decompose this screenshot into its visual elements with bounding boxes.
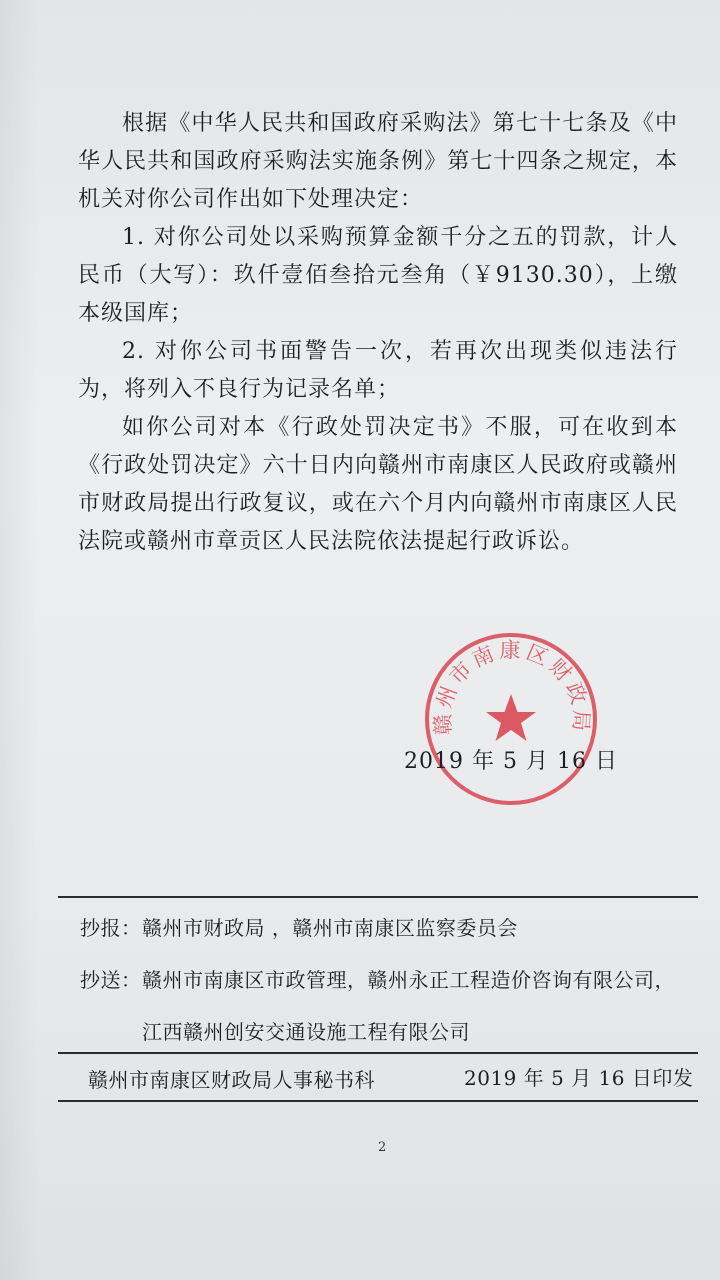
- report-to-row: [80, 912, 518, 941]
- copy-to-row-continued: [142, 1016, 470, 1045]
- copy-label: 抄送：: [80, 968, 142, 992]
- signature-date: 2019 年 5 月 16 日: [404, 749, 618, 774]
- page-number: 2: [378, 1140, 387, 1155]
- report-recipients: 赣州市财政局 ，赣州市南康区监察委员会: [142, 916, 518, 940]
- copy-recipients-line-1: 赣州市南康区市政管理，赣州永正工程造价咨询有限公司，: [142, 968, 675, 992]
- official-seal: [422, 630, 600, 808]
- copy-recipients-line-2: 江西赣州创安交通设施工程有限公司: [142, 1020, 470, 1044]
- page-edge-shadow: [0, 0, 40, 1280]
- seal-text: 赣州市南康区财政局: [430, 638, 594, 736]
- decision-item-2: 2. 对你公司书面警告一次，若再次出现类似违法行为，将列入不良行为记录名单；: [78, 339, 678, 402]
- issue-date: 2019 年 5 月 16 日印发: [464, 1066, 694, 1090]
- appeal-paragraph: 如你公司对本《行政处罚决定书》不服，可在收到本《行政处罚决定》六十日内向赣州市南康区人民政府或赣州市财政局提出行政复议，或在六个月内向赣州市南康区人民法院或赣州市章贡区人民法院依法提起行政诉讼。: [78, 415, 678, 554]
- middle-divider: [58, 1052, 698, 1054]
- copy-to-row: [80, 964, 675, 993]
- top-divider: [58, 896, 698, 898]
- seal-star-icon: [486, 694, 536, 741]
- intro-paragraph: 根据《中华人民共和国政府采购法》第七十七条及《中华人民共和国政府采购法实施条例》第七十四条之规定，本机关对你公司作出如下处理决定：: [78, 111, 678, 212]
- report-label: 抄报：: [80, 916, 142, 940]
- decision-item-1: 1. 对你公司处以采购预算金额千分之五的罚款，计人民币（大写）：玖仟壹佰叁拾元叁角（￥9130.30），上缴本级国库；: [78, 225, 678, 326]
- decision-body: [78, 105, 678, 561]
- bottom-divider: [58, 1100, 698, 1102]
- issuer-office: 赣州市南康区财政局人事秘书科: [88, 1068, 375, 1092]
